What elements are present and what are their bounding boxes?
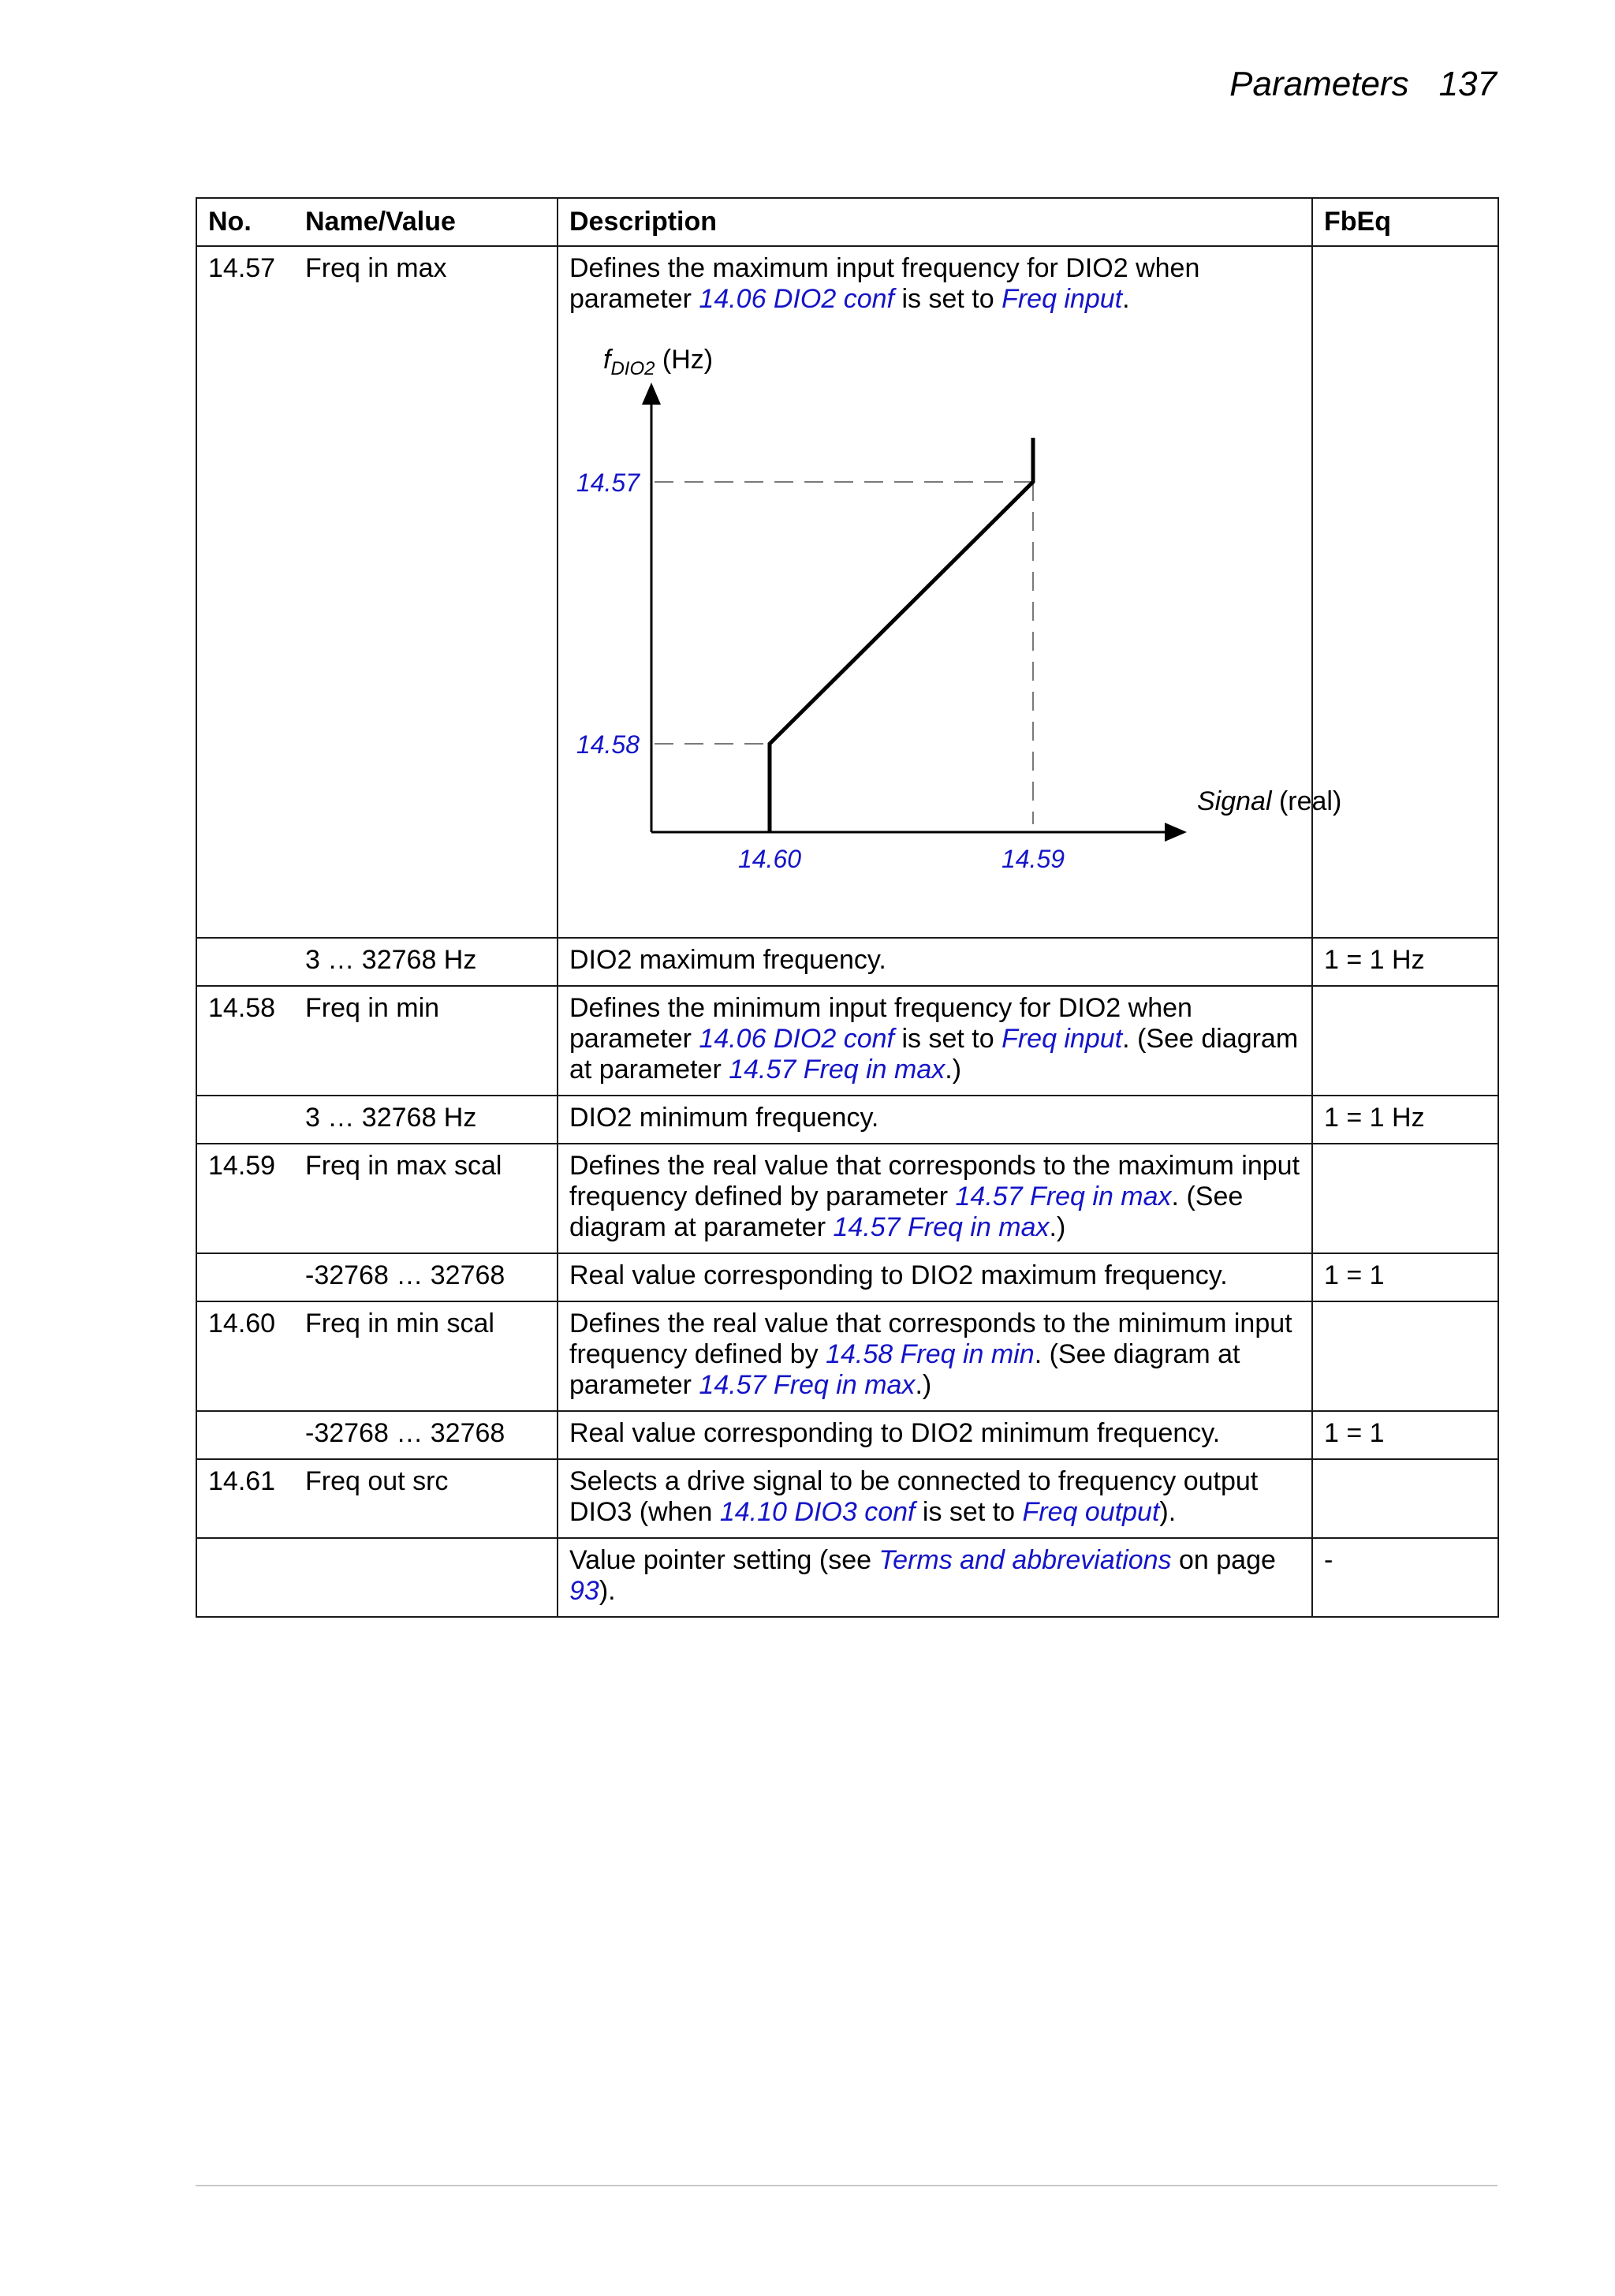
param-fbeq: -	[1312, 1538, 1498, 1617]
param-value-range	[294, 1538, 558, 1617]
svg-text:fDIO2 (Hz)	[603, 345, 713, 379]
y-tick-min: 14.58	[576, 730, 640, 759]
param-number	[196, 938, 294, 986]
table-row	[196, 1301, 1498, 1411]
param-description: DIO2 maximum frequency.	[558, 938, 1312, 986]
frequency-curve	[770, 438, 1033, 832]
param-fbeq	[1312, 1301, 1498, 1411]
param-number	[196, 1411, 294, 1459]
y-axis-label-unit: (Hz)	[655, 345, 714, 375]
param-link[interactable]: 14.58 Freq in min	[826, 1339, 1035, 1369]
x-axis-arrow-icon	[1165, 823, 1187, 842]
param-name: Freq in max scal	[294, 1144, 558, 1253]
param-link[interactable]: 14.10 DIO3 conf	[719, 1497, 916, 1527]
section-title: Parameters	[1229, 65, 1409, 103]
y-axis-label-f: f	[603, 345, 611, 375]
x-axis-label-name: Signal	[1197, 786, 1272, 816]
col-header-fbeq: FbEq	[1312, 198, 1498, 246]
param-link[interactable]: 14.06 DIO2 conf	[699, 284, 895, 314]
table-row	[196, 1538, 1498, 1617]
param-value-range: -32768 … 32768	[294, 1253, 558, 1301]
param-description: DIO2 minimum frequency.	[558, 1096, 1312, 1144]
param-link[interactable]: 14.06 DIO2 conf	[699, 1024, 895, 1054]
param-fbeq: 1 = 1 Hz	[1312, 1096, 1498, 1144]
y-axis-arrow-icon	[642, 383, 661, 405]
col-header-no: No.	[196, 198, 294, 246]
param-value-range: 3 … 32768 Hz	[294, 1096, 558, 1144]
param-name: Freq in min scal	[294, 1301, 558, 1411]
table-row	[196, 1459, 1498, 1538]
page-link[interactable]: 93	[569, 1576, 599, 1606]
param-number: 14.60	[196, 1301, 294, 1411]
param-name: Freq in min	[294, 986, 558, 1096]
x-tick-min-scal: 14.60	[737, 845, 802, 873]
x-tick-max-scal: 14.59	[1001, 845, 1065, 873]
y-axis-label-sub: DIO2	[610, 358, 655, 379]
param-number: 14.61	[196, 1459, 294, 1538]
col-header-name-value: Name/Value	[294, 198, 558, 246]
param-link[interactable]: 14.57 Freq in max	[833, 1212, 1050, 1242]
param-fbeq	[1312, 1144, 1498, 1253]
table-row	[196, 1411, 1498, 1459]
table-header-row	[196, 198, 1498, 246]
table-row	[196, 1144, 1498, 1253]
col-header-description: Description	[558, 198, 1312, 246]
table-row	[196, 1096, 1498, 1144]
param-fbeq	[1312, 1459, 1498, 1538]
param-number: 14.59	[196, 1144, 294, 1253]
parameter-table	[196, 197, 1499, 1618]
param-fbeq: 1 = 1	[1312, 1411, 1498, 1459]
svg-text:Signal (real)	[1197, 786, 1341, 816]
param-description: Defines the real value that corresponds to the minimum input frequency defined by 14.58 Freq in min. (See diagram at parameter 14.57 Freq in max.)	[558, 1301, 1312, 1411]
value-link[interactable]: Freq output	[1022, 1497, 1160, 1527]
param-description: Value pointer setting (see Terms and abbreviations on page 93).	[558, 1538, 1312, 1617]
page-header	[1229, 65, 1497, 104]
y-tick-max: 14.57	[576, 469, 640, 497]
param-number	[196, 1538, 294, 1617]
param-description: Defines the real value that corresponds to the maximum input frequency defined by parameter 14.57 Freq in max. (See diagram at parameter 14.57 Freq in max.)	[558, 1144, 1312, 1253]
param-description: Real value corresponding to DIO2 maximum frequency.	[558, 1253, 1312, 1301]
table-row	[196, 986, 1498, 1096]
param-description: Defines the maximum input frequency for DIO2 when parameter 14.06 DIO2 conf is set to Freq input. $f_{DIO2}$ (Hz) Signal (real) 14.57 14.58 14.60 14.59	[558, 246, 1312, 938]
param-name: Freq in max	[294, 246, 558, 938]
terms-link[interactable]: Terms and abbreviations	[878, 1545, 1172, 1575]
param-description: Selects a drive signal to be connected to frequency output DIO3 (when 14.10 DIO3 conf is set to Freq output).	[558, 1459, 1312, 1538]
table-row	[196, 938, 1498, 986]
table-row	[196, 1253, 1498, 1301]
x-axis-label-unit: (real)	[1271, 786, 1342, 816]
value-link[interactable]: Freq input	[1001, 284, 1123, 314]
param-number	[196, 1096, 294, 1144]
param-value-range: -32768 … 32768	[294, 1411, 558, 1459]
param-number: 14.57	[196, 246, 294, 938]
param-fbeq	[1312, 986, 1498, 1096]
param-link[interactable]: 14.57 Freq in max	[699, 1370, 916, 1400]
value-link[interactable]: Freq input	[1001, 1024, 1123, 1054]
param-fbeq	[1312, 246, 1498, 938]
page-number: 137	[1438, 65, 1497, 103]
param-description: Real value corresponding to DIO2 minimum frequency.	[558, 1411, 1312, 1459]
param-name: Freq out src	[294, 1459, 558, 1538]
param-number	[196, 1253, 294, 1301]
frequency-scaling-diagram	[576, 319, 1342, 903]
param-link[interactable]: 14.57 Freq in max	[729, 1055, 946, 1085]
table-row	[196, 246, 1498, 938]
param-fbeq: 1 = 1	[1312, 1253, 1498, 1301]
param-description: Defines the minimum input frequency for DIO2 when parameter 14.06 DIO2 conf is set to Freq input. (See diagram at parameter 14.57 Freq in max.)	[558, 986, 1312, 1096]
param-number: 14.58	[196, 986, 294, 1096]
param-fbeq: 1 = 1 Hz	[1312, 938, 1498, 986]
footer-rule	[196, 2185, 1498, 2186]
param-link[interactable]: 14.57 Freq in max	[955, 1182, 1172, 1211]
param-value-range: 3 … 32768 Hz	[294, 938, 558, 986]
